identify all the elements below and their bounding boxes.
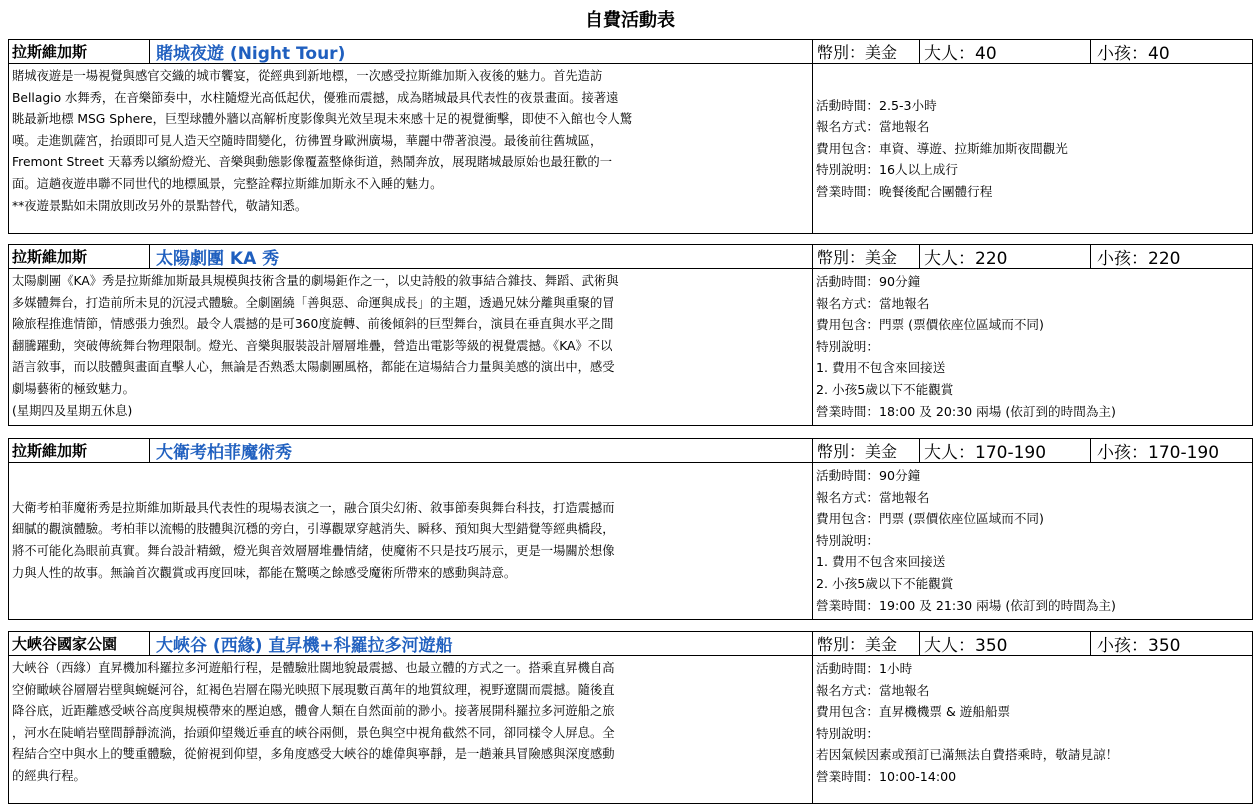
desc-line: 大衛考柏菲魔術秀是拉斯維加斯最具代表性的現場表演之一，融合頂尖幻術、敘事節奏與舞台科技，打造震撼而 [12, 500, 615, 515]
tour-adult-price: 大人：170-190 [920, 439, 1091, 462]
desc-line: 程結合空中與水上的雙重體驗，從俯視到仰望，多角度感受大峽谷的雄偉與寧靜，是一趟兼具冒險感與深度感動 [12, 747, 615, 762]
info-line: 費用包含：門票 (票價依座位區域而不同) [816, 317, 1044, 333]
desc-line: 劇場藝術的極致魅力。 [12, 381, 135, 396]
info-line: 活動時間：1小時 [816, 661, 913, 676]
tour-child-price: 小孩：220 [1097, 249, 1181, 268]
page-title: 自費活動表 [585, 10, 675, 31]
tour-header [9, 632, 1252, 656]
desc-line: 翻騰躍動，突破傳統舞台物理限制。燈光、音樂與服裝設計層層堆疊，營造出電影等級的視覺震撼。《KA》不以 [12, 338, 613, 353]
tour-city: 拉斯維加斯 [9, 40, 150, 63]
desc-line: 語言敘事，而以肢體與畫面直擊人心，無論是否熟悉太陽劇團風格，都能在這場結合力量與美感的演出中，感受 [12, 360, 615, 375]
info-line: 特別說明： [816, 338, 879, 354]
info-line: 營業時間：18:00 及 20:30 兩場 (依訂到的時間為主) [816, 403, 1116, 419]
tour-block [8, 39, 1253, 234]
tour-body [9, 463, 1252, 619]
info-line: 報名方式：當地報名 [816, 295, 930, 311]
tour-header [9, 245, 1252, 269]
desc-line: 力與人性的故事。無論首次觀賞或再度回味，都能在驚嘆之餘感受魔術所帶來的感動與詩意。 [12, 565, 517, 580]
desc-line: 險旅程推進情節，情感張力強烈。最令人震撼的是可360度旋轉、前後傾斜的巨型舞台，演員在垂直與水平之間 [12, 317, 614, 332]
info-line: 1. 費用不包含來回接送 [816, 360, 946, 376]
info-line: 特別說明： [816, 532, 879, 548]
tour-description [9, 463, 813, 619]
desc-line: 賭城夜遊是一場視覺與感官交織的城市饗宴，從經典到新地標，一次感受拉斯維加斯入夜後的魅力。首先造訪 [12, 69, 603, 83]
info-line: 2. 小孩5歲以下不能觀賞 [816, 381, 954, 397]
tour-currency: 幣別：美金 [813, 439, 920, 462]
info-line: 1. 費用不包含來回接送 [816, 554, 946, 570]
tour-city: 拉斯維加斯 [9, 245, 150, 268]
tour-header [9, 439, 1252, 463]
info-line: 特別說明： [816, 725, 879, 741]
tour-description [9, 656, 813, 803]
tour-block [8, 438, 1253, 620]
desc-line: 眺最新地標 MSG Sphere，巨型球體外牆以高解析度影像與光效呈現未來感十足的視覺衝擊，即使不入館也令人驚 [12, 112, 633, 127]
tour-description [9, 64, 813, 233]
desc-line: 細膩的觀演體驗。考柏菲以流暢的肢體與沉穩的旁白，引導觀眾穿越消失、瞬移、預知與大型錯覺等經典橋段， [12, 522, 615, 537]
info-line: 費用包含：車資、導遊、拉斯維加斯夜間觀光 [816, 140, 1068, 156]
tour-child-price: 小孩：350 [1097, 636, 1181, 655]
tour-adult-price: 大人：220 [920, 245, 1091, 268]
tour-description [9, 269, 813, 425]
desc-line: (星期四及星期五休息) [12, 403, 133, 418]
info-line: 若因氣候因素或預訂已滿無法自費搭乘時，敬請見諒！ [816, 747, 1119, 763]
desc-line: 空俯瞰峽谷層層岩壁與蜿蜒河谷，紅褐色岩層在陽光映照下展現數百萬年的地質紋理，視野遼闊而震撼。隨後直 [12, 682, 615, 697]
info-line: 報名方式：當地報名 [816, 489, 930, 505]
tour-body [9, 656, 1252, 803]
info-line: 活動時間：2.5-3小時 [816, 97, 937, 113]
desc-line: 的經典行程。 [12, 768, 86, 783]
tour-child-price: 小孩：170-190 [1097, 443, 1220, 462]
info-line: 特別說明：16人以上成行 [816, 162, 958, 178]
tour-adult-price: 大人：350 [920, 632, 1091, 655]
tour-header [9, 40, 1252, 64]
desc-line: 嘆。走進凱薩宮，抬頭即可見人造天空隨時間變化，彷彿置身歐洲廣場，華麗中帶著浪漫。最後前往舊城區， [12, 133, 603, 148]
tour-block [8, 244, 1253, 426]
tour-body [9, 64, 1252, 233]
tour-info [813, 269, 1252, 425]
info-line: 活動時間：90分鐘 [816, 468, 921, 483]
tour-adult-price: 大人：40 [920, 40, 1091, 63]
tour-child-price: 小孩：40 [1097, 44, 1170, 63]
desc-line: 大峽谷（西緣）直昇機加科羅拉多河遊船行程，是體驗壯闊地貌最震撼、也最立體的方式之一。搭乘直昇機自高 [12, 661, 615, 675]
desc-line: 將不可能化為眼前真實。舞台設計精緻，燈光與音效層層堆疊情緒，使魔術不只是技巧展示，更是一場關於想像 [12, 544, 615, 558]
tour-city: 大峽谷國家公園 [9, 632, 150, 655]
desc-line: Bellagio 水舞秀，在音樂節奏中，水柱隨燈光高低起伏，優雅而震撼，成為賭城最具代表性的夜景畫面。接著遠 [12, 90, 619, 105]
desc-line: 太陽劇團《KA》秀是拉斯維加斯最具規模與技術含量的劇場鉅作之一，以史詩般的敘事結合雜技、舞蹈、武術與 [12, 274, 619, 288]
tour-name: 大衛考柏菲魔術秀 [150, 439, 813, 462]
info-line: 報名方式：當地報名 [816, 682, 930, 698]
tour-name: 大峽谷 (西緣) 直昇機+科羅拉多河遊船 [150, 632, 813, 655]
desc-line: 面。這趟夜遊串聯不同世代的地標風景，完整詮釋拉斯維加斯永不入睡的魅力。 [12, 176, 443, 191]
desc-line: Fremont Street 天幕秀以繽紛燈光、音樂與動態影像覆蓋整條街道，熱鬧奔放，展現賭城最原始也最狂歡的一 [12, 155, 613, 170]
tour-name: 賭城夜遊 (Night Tour) [150, 40, 813, 63]
tour-currency: 幣別：美金 [813, 245, 920, 268]
desc-line: **夜遊景點如未開放則改另外的景點替代，敬請知悉。 [12, 198, 308, 213]
tour-name: 太陽劇團 KA 秀 [150, 245, 813, 268]
tour-body [9, 269, 1252, 425]
desc-line: 多媒體舞台，打造前所未見的沉浸式體驗。全劇圍繞「善與惡、命運與成長」的主題，透過兄妹分離與重聚的冒 [12, 295, 615, 310]
tour-currency: 幣別：美金 [813, 632, 920, 655]
info-line: 費用包含：直昇機機票 & 遊船船票 [816, 704, 1011, 720]
info-line: 2. 小孩5歲以下不能觀賞 [816, 575, 954, 591]
tour-city: 拉斯維加斯 [9, 439, 150, 462]
info-line: 營業時間：19:00 及 21:30 兩場 (依訂到的時間為主) [816, 597, 1116, 613]
tour-info [813, 656, 1252, 803]
tour-info [813, 64, 1252, 233]
info-line: 費用包含：門票 (票價依座位區域而不同) [816, 511, 1044, 527]
info-line: 營業時間：晚餐後配合團體行程 [816, 183, 993, 199]
tour-currency: 幣別：美金 [813, 40, 920, 63]
tour-info [813, 463, 1252, 619]
info-line: 活動時間：90分鐘 [816, 274, 921, 289]
info-line: 營業時間：10:00-14:00 [816, 768, 957, 784]
desc-line: 降谷底，近距離感受峽谷高度與規模帶來的壓迫感，體會人類在自然面前的渺小。接著展開科羅拉多河遊船之旅 [12, 704, 615, 719]
desc-line: ，河水在陡峭岩壁間靜靜流淌，抬頭仰望幾近垂直的峽谷兩側，景色與空中視角截然不同，卻同樣令人屏息。全 [12, 725, 615, 740]
info-line: 報名方式：當地報名 [816, 119, 930, 135]
tour-block [8, 631, 1253, 804]
